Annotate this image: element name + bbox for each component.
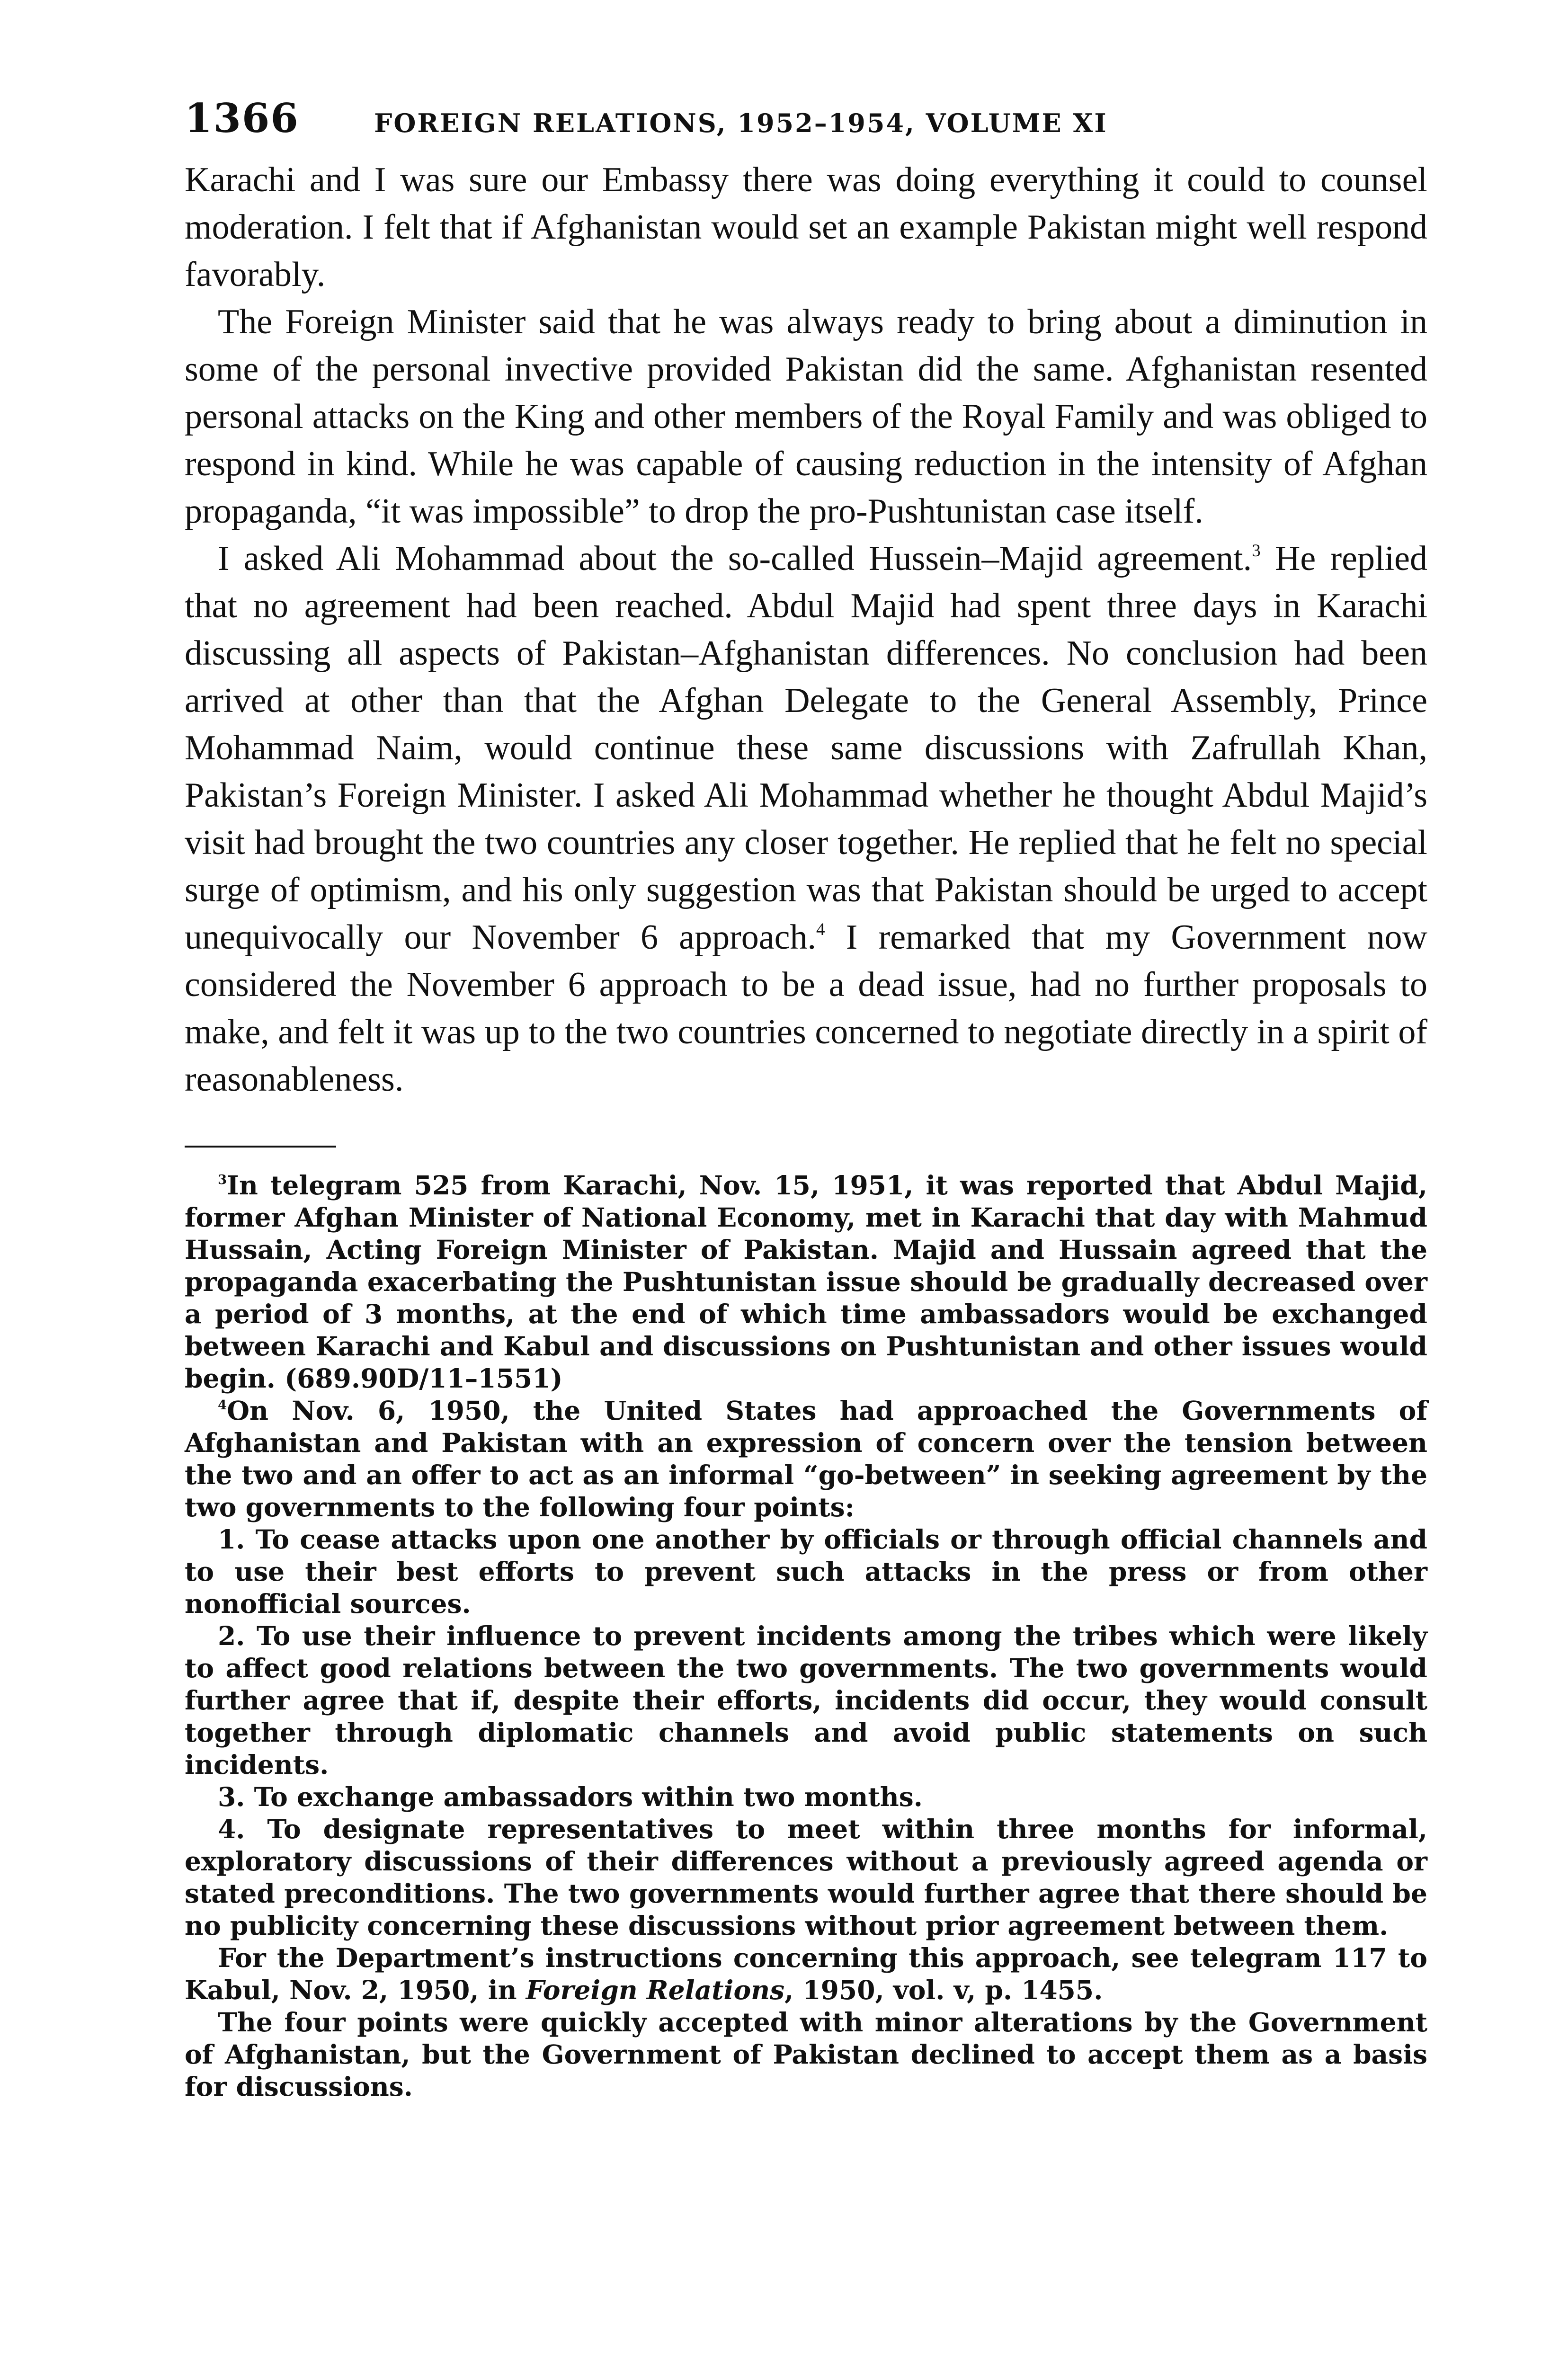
paragraph-1: Karachi and I was sure our Embassy there was doing everything it could to counsel moderation. I felt that if Afghanistan would set an example Pakistan might well respond favorably. [185,160,1427,294]
footnote-3-text: In telegram 525 from Karachi, Nov. 15, 1951, it was reported that Abdul Majid, former Afghan Minister of National Economy, met in Karachi that day with Mahmud Hussain, Acting Foreign Minister of Pakistan. Majid and Hussain agreed that the propaganda exacerbating the Pushtunistan issue should be gradually decreased over a period of 3 months, at the end of which time ambassadors would be exchanged between Karachi and Kabul and discussions on Pushtunistan and other issues would begin. (689.90D/11–1551) [185,1170,1427,1394]
footnote-point-4: 4. To designate representatives to meet within three months for informal, exploratory discussions of their differences without a previously agreed agenda or stated preconditions. The two governments would further agree that there should be no publicity concerning these discussions without prior agreement between them. [185,1814,1427,1941]
document-page [185,95,1427,2103]
paragraph-3-part-b: He replied that no agreement had been reached. Abdul Majid had spent three days in Karachi discussing all aspects of Pakistan–Afghanistan differences. No conclusion had been arrived at other than that the Afghan Delegate to the General Assembly, Prince Mohammad Naim, would continue these same discussions with Zafrullah Khan, Pakistan’s Foreign Minister. I asked Ali Mohammad whether he thought Abdul Majid’s visit had brought the two countries any closer together. He replied that he felt no special surge of optimism, and his only suggestion was that Pakistan should be urged to accept unequivocally our November 6 approach. [185,539,1427,957]
footnote-instructions [185,1942,1427,2006]
footnote-final: The four points were quickly accepted with minor alterations by the Government of Afghanistan, but the Government of Pakistan declined to accept them as a basis for discussions. [185,2007,1427,2102]
footnote-ref-3[interactable]: 3 [1252,541,1261,561]
footnote-3 [185,1169,1427,1395]
page-number: 1366 [185,95,299,142]
running-title: FOREIGN RELATIONS, 1952–1954, VOLUME XI [374,108,1108,138]
footnote-point-3: 3. To exchange ambassadors within two months. [218,1781,923,1812]
instructions-part-b: , 1950, vol. v, p. 1455. [784,1975,1103,2005]
body-text [185,156,1427,1103]
footnote-point-2: 2. To use their influence to prevent incidents among the tribes which were likely to affect good relations between the two governments. The two governments would further agree that if, despite their efforts, incidents did occur, they would consult together through diplomatic channels and avoid public statements on such incidents. [185,1620,1427,1780]
paragraph-3 [185,535,1427,1103]
footnote-4-text: On Nov. 6, 1950, the United States had approached the Governments of Afghanistan and Pakistan with an expression of concern over the tension between the two and an offer to act as an informal “go-between” in seeking agreement by the two governments to the following four points: [185,1395,1427,1522]
footnote-point-1: 1. To cease attacks upon one another by officials or through official channels and to use their best efforts to prevent such attacks in the press or from other nonofficial sources. [185,1524,1427,1619]
paragraph-3-part-c: I remarked that my Government now considered the November 6 approach to be a dead issue, had no further proposals to make, and felt it was up to the two countries concerned to negotiate directly in a spirit of reasonableness. [185,918,1427,1099]
footnotes [185,1169,1427,2103]
footnote-3-mark: 3 [218,1172,227,1187]
footnote-ref-4[interactable]: 4 [816,919,825,939]
footnote-divider [185,1146,336,1148]
paragraph-2: The Foreign Minister said that he was always ready to bring about a diminution in some of the personal invective provided Pakistan did the same. Afghanistan resented personal attacks on the King and other members of the Royal Family and was obliged to respond in kind. While he was capable of causing reduction in the intensity of Afghan propaganda, “it was impossible” to drop the pro-Pushtunistan case itself. [185,303,1427,531]
instructions-part-a: For the Department’s instructions concerning this approach, see telegram 117 to Kabul, Nov. 2, 1950, in [185,1942,1427,2005]
instructions-title: Foreign Relations [526,1975,785,2005]
paragraph-3-part-a: I asked Ali Mohammad about the so-called Hussein–Majid agreement. [218,539,1252,578]
footnote-4 [185,1395,1427,1523]
page-header [185,95,1427,156]
footnote-4-mark: 4 [218,1397,227,1413]
